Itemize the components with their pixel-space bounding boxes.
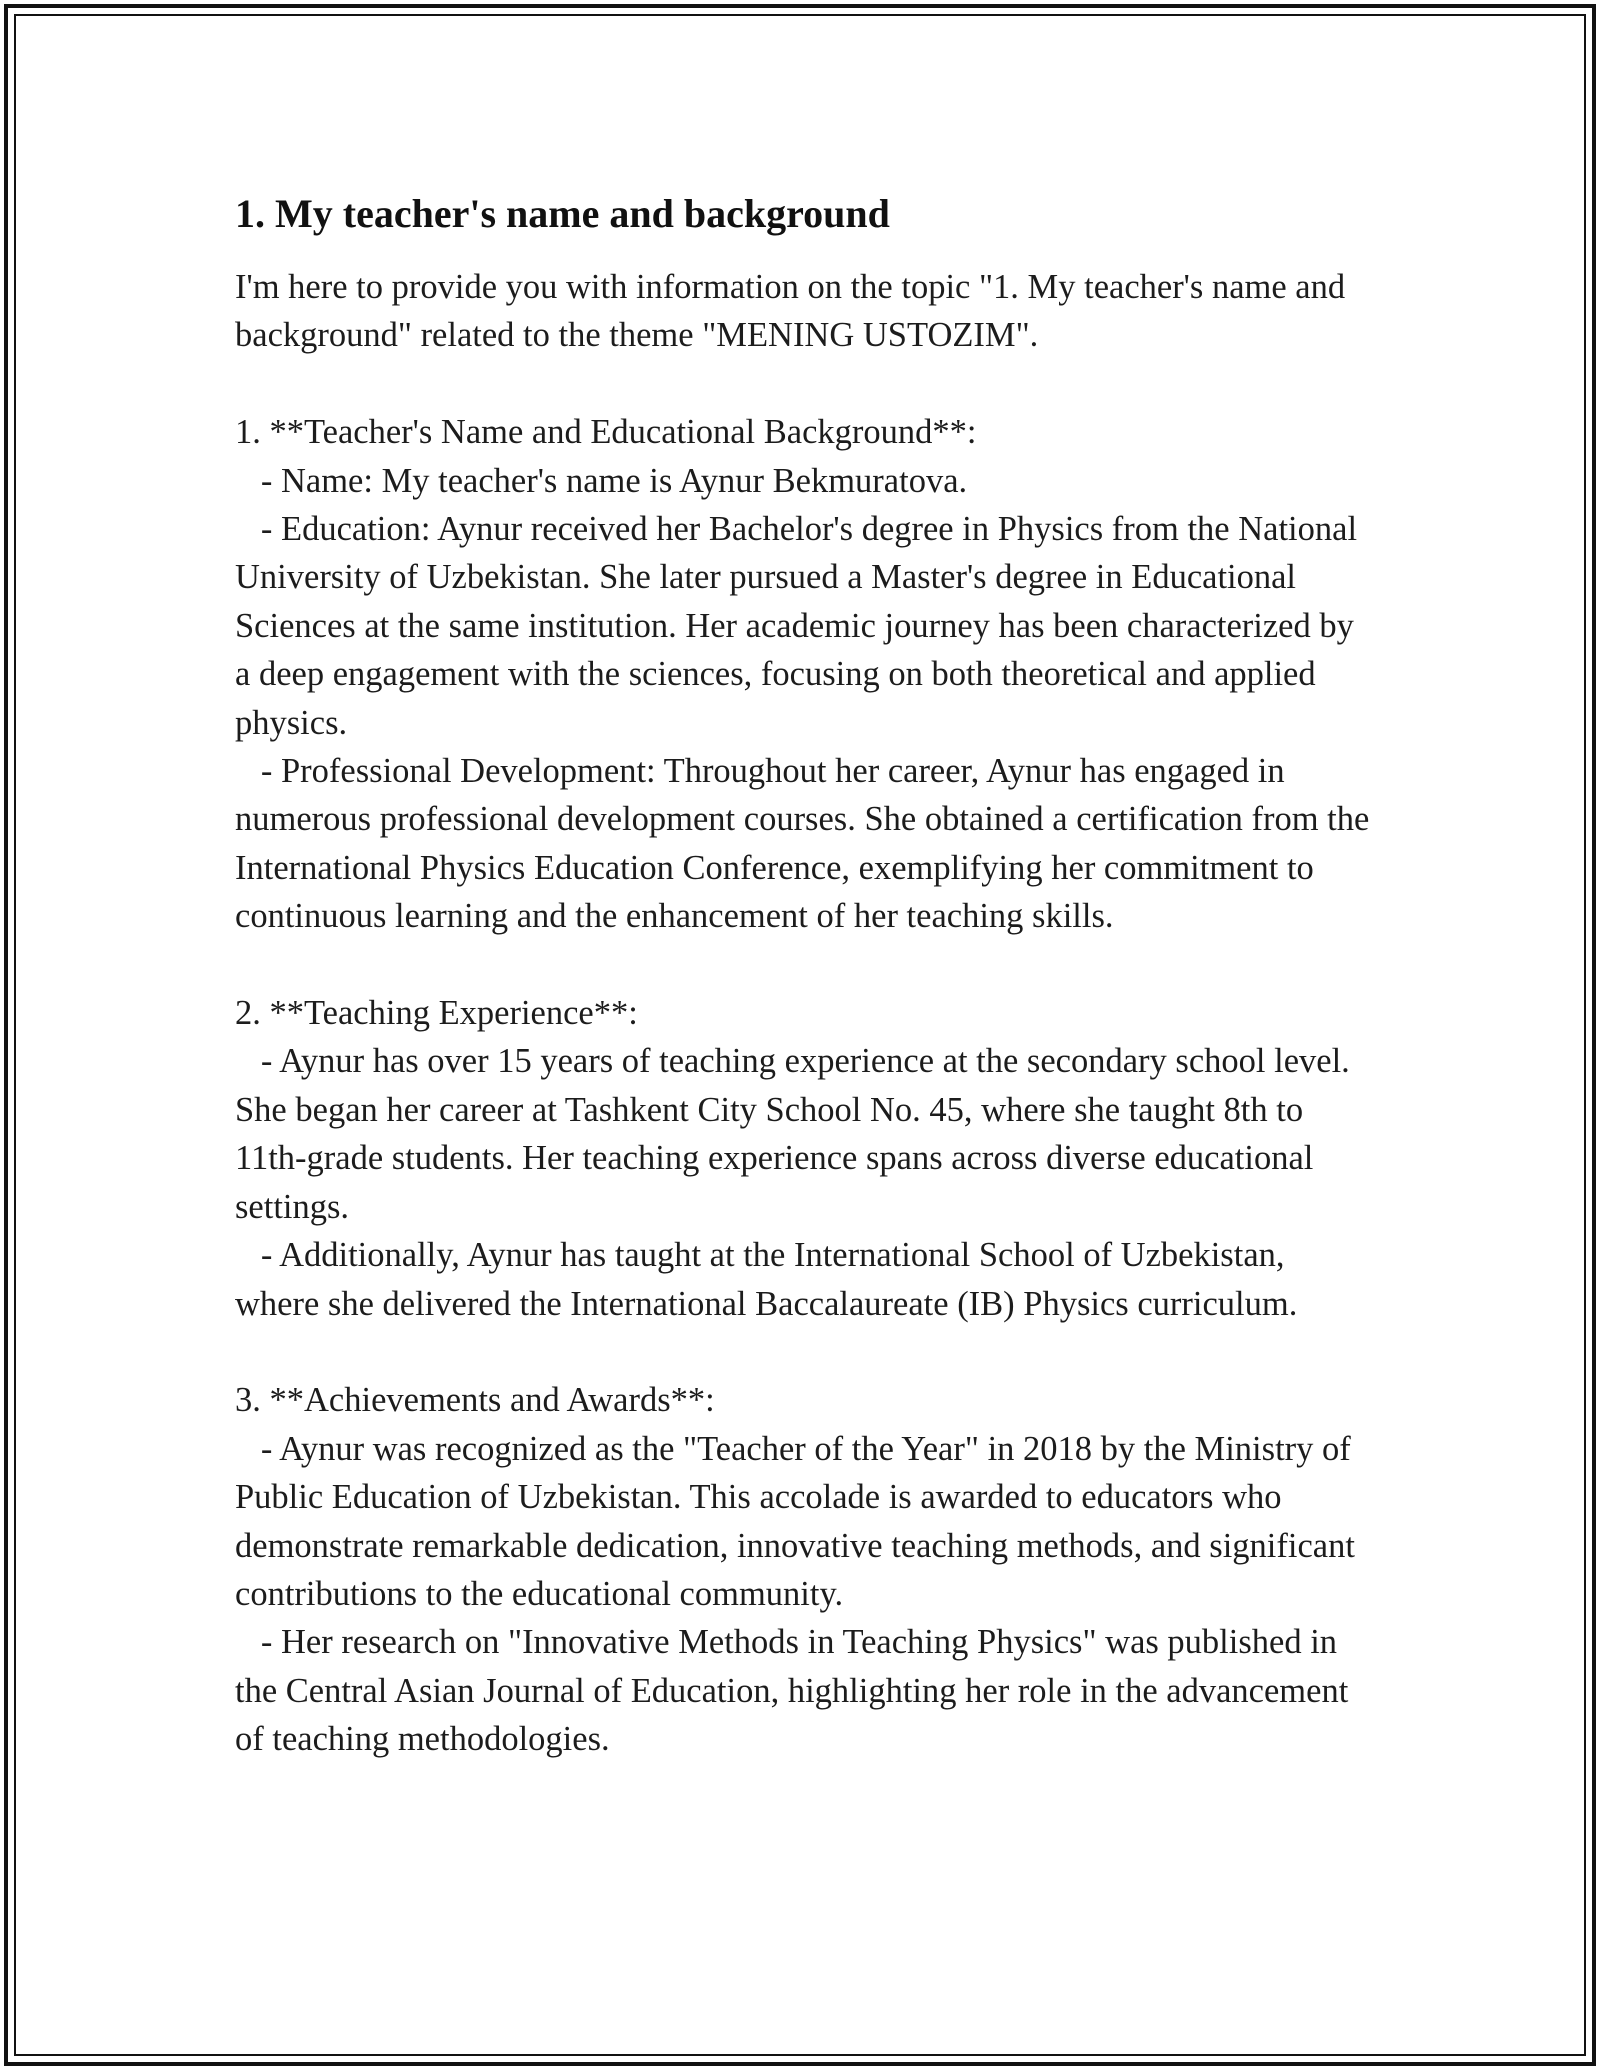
section-heading: 3. **Achievements and Awards**: xyxy=(235,1381,715,1420)
list-item: - Aynur was recognized as the "Teacher of the Year" in 2018 by the Ministry of Public Education of Uzbekistan. This accolade is awarded to educators who demonstrate remarkable dedication, innovative teaching methods, and significant contributions to the educational community. xyxy=(235,1429,1364,1613)
list-item: - Education: Aynur received her Bachelor's degree in Physics from the National University of Uzbekistan. She later pursued a Master's degree in Educational Sciences at the same institution. Her academic journey has been characterized by a deep engagement with the sciences, focusing on both theoretical and applied physics. xyxy=(235,510,1366,742)
document-body xyxy=(235,185,1378,1764)
list-item: - Aynur has over 15 years of teaching experience at the secondary school level. She began her career at Tashkent City School No. 45, where she taught 8th to 11th-grade students. Her teaching experience spans across diverse educational settings. xyxy=(235,1042,1359,1226)
section-heading: 2. **Teaching Experience**: xyxy=(235,994,638,1033)
list-item: - Professional Development: Throughout her career, Aynur has engaged in numerous professional development courses. She obtained a certification from the International Physics Education Conference, exemplifying her commitment to continuous learning and the enhancement of her teaching skills. xyxy=(235,752,1378,936)
section-education xyxy=(235,408,1378,940)
section-achievements xyxy=(235,1376,1375,1763)
section-heading: 1. **Teacher's Name and Educational Background**: xyxy=(235,413,977,452)
list-item: - Her research on "Innovative Methods in Teaching Physics" was published in the Central Asian Journal of Education, highlighting her role in the advancement of teaching methodologies. xyxy=(235,1623,1357,1759)
document-title: 1. My teacher's name and background xyxy=(235,191,890,236)
section-teaching-experience xyxy=(235,989,1375,1328)
intro-paragraph: I'm here to provide you with information on the topic "1. My teacher's name and background" related to the theme "MENING USTOZIM". xyxy=(235,268,1354,355)
list-item: - Name: My teacher's name is Aynur Bekmuratova. xyxy=(235,461,968,500)
list-item: - Additionally, Aynur has taught at the International School of Uzbekistan, where she delivered the International Baccalaureate (IB) Physics curriculum. xyxy=(235,1236,1298,1323)
